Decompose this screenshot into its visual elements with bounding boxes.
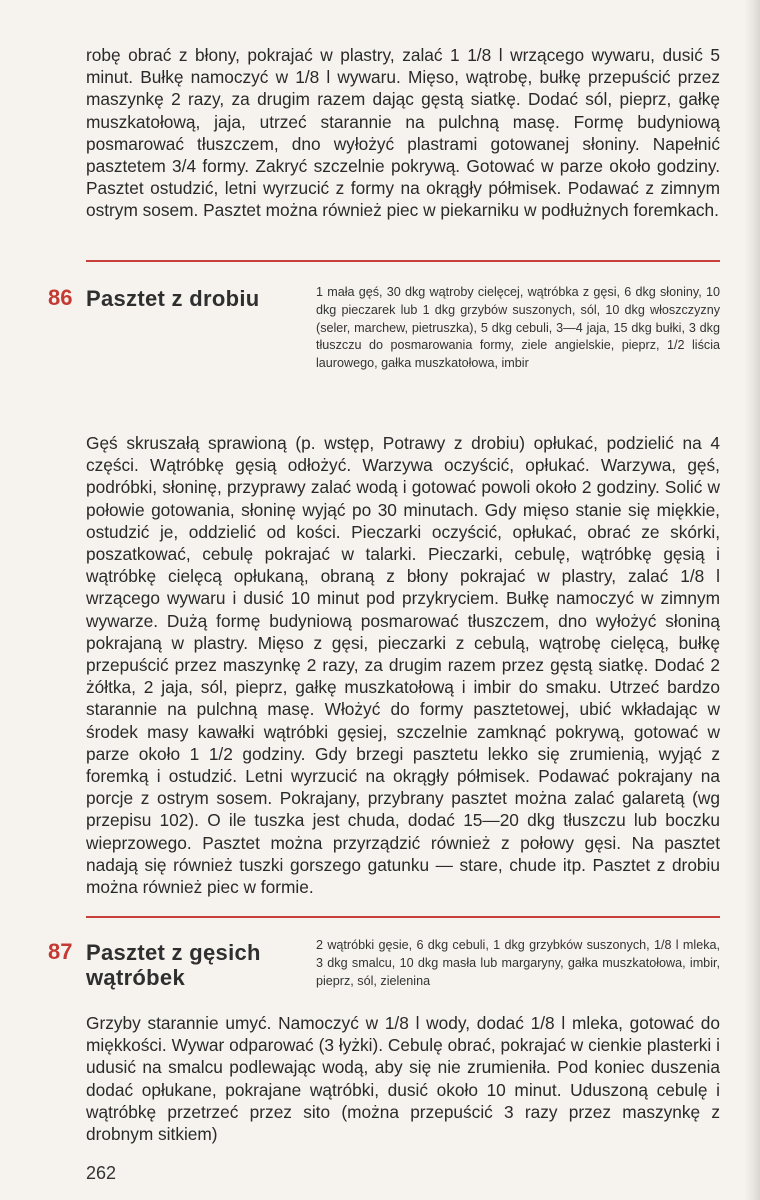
page-number: 262 bbox=[86, 1163, 117, 1183]
section-divider bbox=[86, 260, 720, 262]
recipe-ingredients: 2 wątróbki gęsie, 6 dkg cebuli, 1 dkg grzybków suszonych, 1/8 l mleka, 3 dkg smalcu, 10 dkg masła lub margaryny, gałka muszkatołowa, imbir, pieprz, sól, zielenina bbox=[316, 938, 720, 988]
intro-paragraph: robę obrać z błony, pokrajać w plastry, zalać 1 1/8 l wrzącego wywaru, dusić 5 minut. Bułkę namoczyć w 1/8 l wywaru. Mięso, wątrobę, bułkę przepuścić przez maszynkę 2 razy, za drugim razem dając gęstą siatkę. Dodać sól, pieprz, gałkę muszkatołową, jaja, utrzeć starannie na pulchną masę. Formę budyniową posmarować tłuszczem, dno wyłożyć plastrami gotowanej słoniny. Napełnić pasztetem 3/4 formy. Zakryć szczelnie pokrywą. Gotować w parze około godziny. Pasztet ostudzić, letni wyrzucić z formy na okrągły półmisek. Podawać z zimnym ostrym sosem. Pasztet można również piec w piekarniku w podłużnych foremkach. bbox=[86, 45, 720, 221]
recipe-number: 86 bbox=[48, 285, 73, 310]
recipe-number: 87 bbox=[48, 939, 73, 964]
section-divider bbox=[86, 916, 720, 918]
recipe-instructions: Grzyby starannie umyć. Namoczyć w 1/8 l wody, dodać 1/8 l mleka, gotować do miękkości. Wywar odparować (3 łyżki). Cebulę obrać, pokrajać w cienkie plasterki i udusić na smalcu podlewając wodą, aby się nie zrumieniła. Pod koniec duszenia dodać opłukane, pokrajane wątróbki, dusić około 10 minut. Uduszoną cebulę i wątróbkę przetrzeć przez sito (można przepuścić 3 razy przez maszynkę z drobnym sitkiem) bbox=[86, 1013, 720, 1145]
recipe-title: Pasztet z gęsich wątróbek bbox=[86, 940, 261, 990]
recipe-ingredients: 1 mała gęś, 30 dkg wątroby cielęcej, wątróbka z gęsi, 6 dkg słoniny, 10 dkg pieczarek lub 1 dkg grzybów suszonych, sól, 10 dkg włoszczyzny (seler, marchew, pietruszka), 5 dkg cebuli, 3—4 jaja, 15 dkg bułki, 3 dkg tłuszczu do posmarowania formy, ziele angielskie, pieprz, 1/2 liścia laurowego, gałka muszkatołowa, imbir bbox=[316, 285, 720, 371]
recipe-instructions: Gęś skruszałą sprawioną (p. wstęp, Potrawy z drobiu) opłukać, podzielić na 4 części. Wątróbkę gęsią odłożyć. Warzywa oczyścić, opłukać. Warzywa, gęś, podróbki, słoninę, przyprawy zalać wodą i gotować powoli około 2 godziny. Solić w połowie gotowania, słoninę wyjąć po 30 minutach. Gdy mięso stanie się miękkie, ostudzić je, oddzielić od kości. Pieczarki oczyścić, opłukać, obrać ze skórki, poszatkować, cebulę pokrajać w talarki. Pieczarki, cebulę, wątróbkę gęsią i wątróbkę cielęcą opłukaną, obraną z błony pokrajać w plastry, zalać 1/8 l wrzącego wywaru i dusić 10 minut pod przykryciem. Bułkę namoczyć w zimnym wywarze. Dużą formę budyniową posmarować tłuszczem, dno wyłożyć słoniną pokrajaną w plastry. Mięso z gęsi, pieczarki z cebulą, wątrobę cielęcą, bułkę przepuścić przez maszynkę 2 razy, za drugim razem przez gęstą siatkę. Dodać 2 żółtka, 2 jaja, sól, pieprz, gałkę muszkatołową i imbir do smaku. Utrzeć bardzo starannie na pulchną masę. Włożyć do formy pasztetowej, ubić wkładając w środek masy kawałki wątróbki gęsiej, szczelnie zamknąć pokrywą, gotować w parze około 1 1/2 godziny. Gdy brzegi pasztetu lekko się zrumienią, wyjąć z foremką i ostudzić. Letni wyrzucić na okrągły półmisek. Podawać pokrajany na porcje z ostrym sosem. Pokrajany, przybrany pasztet można zalać galaretą (wg przepisu 102). O ile tuszka jest chuda, dodać 15—20 dkg tłuszczu lub boczku wieprzowego. Pasztet można przyrządzić również z połowy gęsi. Na pasztet nadają się również tuszki gorszego gatunku — stare, chude itp. Pasztet z drobiu można również piec w formie. bbox=[86, 433, 720, 898]
recipe-title: Pasztet z drobiu bbox=[86, 286, 260, 311]
page-edge-shadow bbox=[744, 0, 760, 1200]
